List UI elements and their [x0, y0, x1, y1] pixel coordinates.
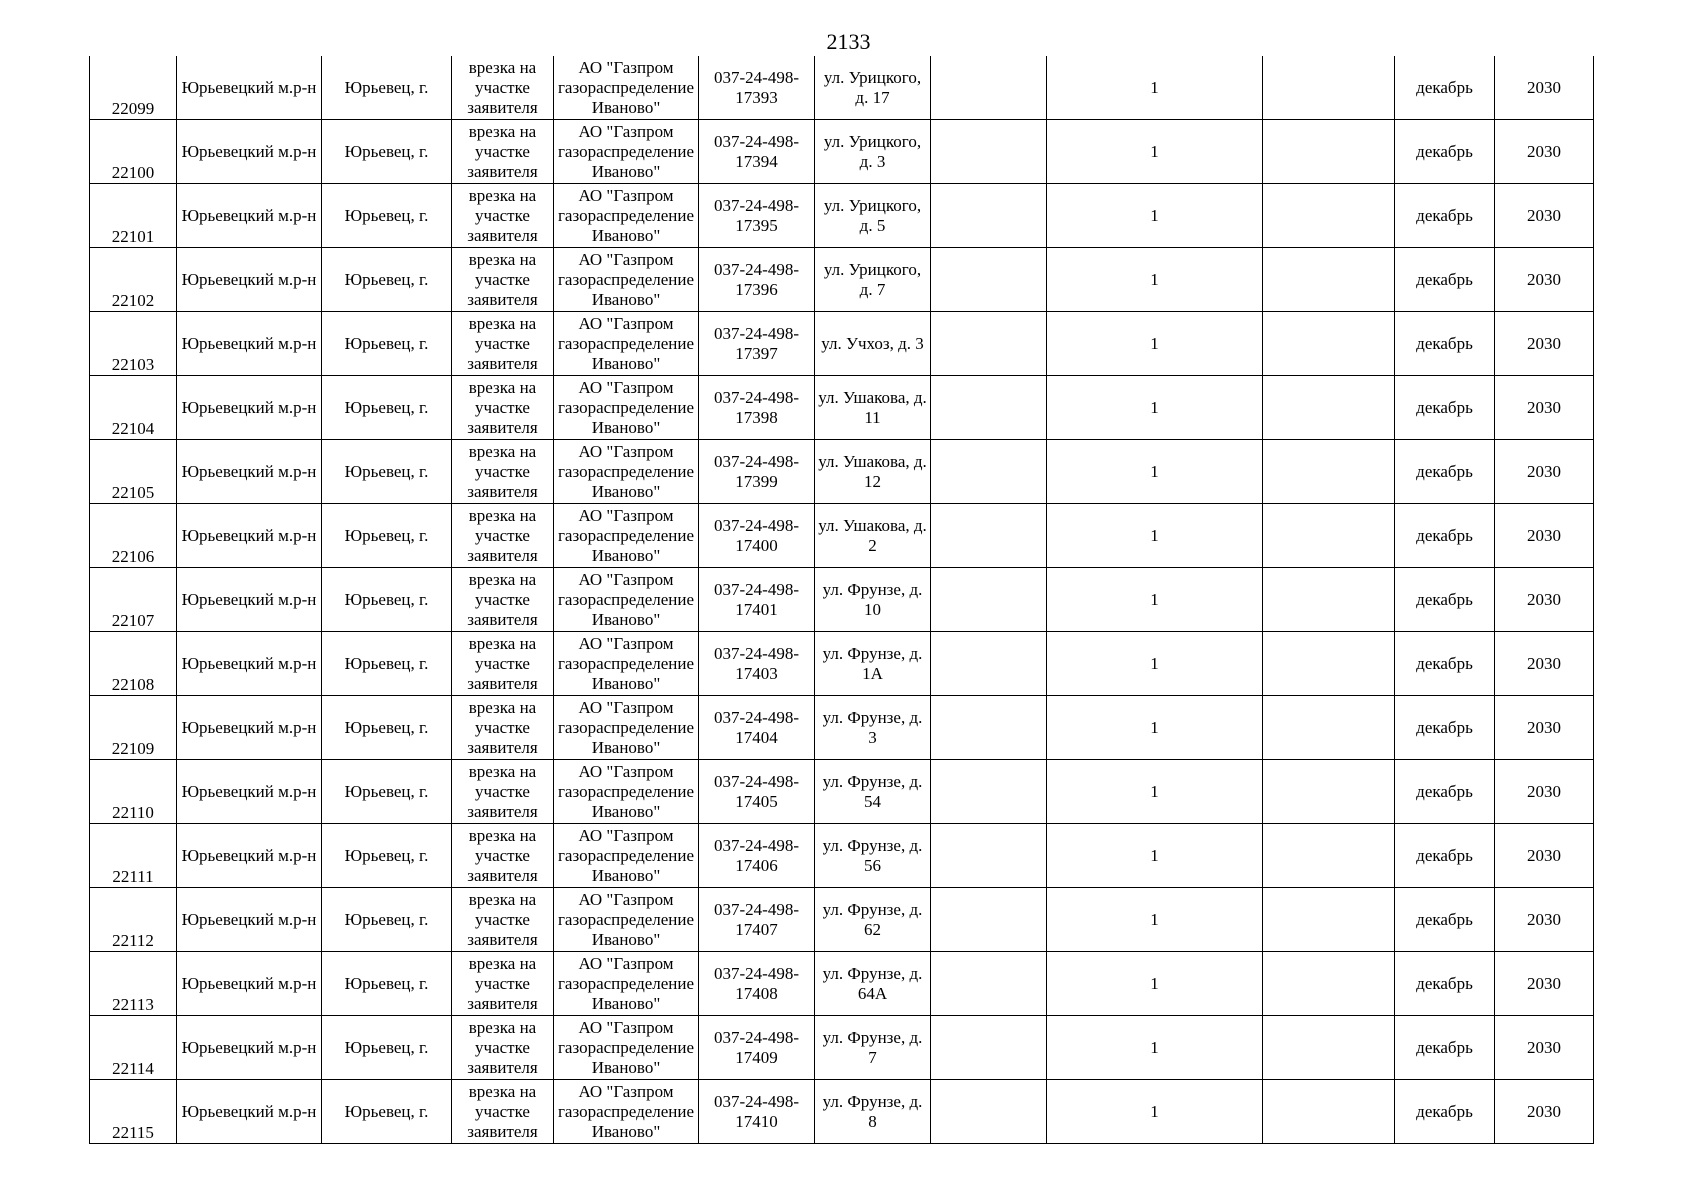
connection-type-cell: врезка на участке заявителя — [452, 1016, 554, 1080]
empty-cell — [1263, 440, 1395, 504]
quantity-cell: 1 — [1047, 1080, 1263, 1144]
table-row — [90, 760, 1594, 824]
address-cell: ул. Фрунзе, д. 8 — [815, 1080, 931, 1144]
object-code-cell: 037-24-498-17395 — [699, 184, 815, 248]
year-cell: 2030 — [1495, 56, 1594, 120]
table-row — [90, 184, 1594, 248]
row-number-cell: 22109 — [90, 696, 177, 760]
address-cell: ул. Фрунзе, д. 54 — [815, 760, 931, 824]
district-cell: Юрьевецкий м.р-н — [177, 760, 322, 824]
quantity-cell: 1 — [1047, 56, 1263, 120]
organization-cell: АО "Газпром газораспределение Иваново" — [554, 56, 699, 120]
quantity-cell: 1 — [1047, 440, 1263, 504]
year-cell: 2030 — [1495, 568, 1594, 632]
connection-type-cell: врезка на участке заявителя — [452, 1080, 554, 1144]
empty-cell — [1263, 248, 1395, 312]
quantity-cell: 1 — [1047, 888, 1263, 952]
settlement-cell: Юрьевец, г. — [322, 312, 452, 376]
organization-cell: АО "Газпром газораспределение Иваново" — [554, 1080, 699, 1144]
month-cell: декабрь — [1395, 376, 1495, 440]
row-number-cell: 22110 — [90, 760, 177, 824]
empty-cell — [1263, 1016, 1395, 1080]
year-cell: 2030 — [1495, 248, 1594, 312]
district-cell: Юрьевецкий м.р-н — [177, 568, 322, 632]
connection-type-cell: врезка на участке заявителя — [452, 440, 554, 504]
address-cell: ул. Урицкого, д. 7 — [815, 248, 931, 312]
address-cell: ул. Ушакова, д. 12 — [815, 440, 931, 504]
empty-cell — [931, 1080, 1047, 1144]
district-cell: Юрьевецкий м.р-н — [177, 1016, 322, 1080]
row-number-cell: 22112 — [90, 888, 177, 952]
month-cell: декабрь — [1395, 56, 1495, 120]
object-code-cell: 037-24-498-17405 — [699, 760, 815, 824]
settlement-cell: Юрьевец, г. — [322, 248, 452, 312]
month-cell: декабрь — [1395, 440, 1495, 504]
table-row — [90, 440, 1594, 504]
year-cell: 2030 — [1495, 312, 1594, 376]
year-cell: 2030 — [1495, 952, 1594, 1016]
district-cell: Юрьевецкий м.р-н — [177, 952, 322, 1016]
address-cell: ул. Фрунзе, д. 1А — [815, 632, 931, 696]
district-cell: Юрьевецкий м.р-н — [177, 56, 322, 120]
object-code-cell: 037-24-498-17401 — [699, 568, 815, 632]
settlement-cell: Юрьевец, г. — [322, 504, 452, 568]
object-code-cell: 037-24-498-17397 — [699, 312, 815, 376]
settlement-cell: Юрьевец, г. — [322, 1016, 452, 1080]
connection-type-cell: врезка на участке заявителя — [452, 248, 554, 312]
empty-cell — [1263, 888, 1395, 952]
connection-type-cell: врезка на участке заявителя — [452, 696, 554, 760]
empty-cell — [1263, 1080, 1395, 1144]
object-code-cell: 037-24-498-17407 — [699, 888, 815, 952]
empty-cell — [1263, 952, 1395, 1016]
settlement-cell: Юрьевец, г. — [322, 376, 452, 440]
month-cell: декабрь — [1395, 184, 1495, 248]
empty-cell — [931, 760, 1047, 824]
district-cell: Юрьевецкий м.р-н — [177, 440, 322, 504]
quantity-cell: 1 — [1047, 184, 1263, 248]
empty-cell — [931, 120, 1047, 184]
settlement-cell: Юрьевец, г. — [322, 696, 452, 760]
organization-cell: АО "Газпром газораспределение Иваново" — [554, 120, 699, 184]
year-cell: 2030 — [1495, 440, 1594, 504]
table-row — [90, 632, 1594, 696]
connection-type-cell: врезка на участке заявителя — [452, 56, 554, 120]
address-cell: ул. Фрунзе, д. 3 — [815, 696, 931, 760]
organization-cell: АО "Газпром газораспределение Иваново" — [554, 952, 699, 1016]
month-cell: декабрь — [1395, 1016, 1495, 1080]
object-code-cell: 037-24-498-17410 — [699, 1080, 815, 1144]
organization-cell: АО "Газпром газораспределение Иваново" — [554, 312, 699, 376]
address-cell: ул. Урицкого, д. 17 — [815, 56, 931, 120]
organization-cell: АО "Газпром газораспределение Иваново" — [554, 696, 699, 760]
connection-type-cell: врезка на участке заявителя — [452, 824, 554, 888]
organization-cell: АО "Газпром газораспределение Иваново" — [554, 632, 699, 696]
empty-cell — [1263, 120, 1395, 184]
organization-cell: АО "Газпром газораспределение Иваново" — [554, 440, 699, 504]
row-number-cell: 22113 — [90, 952, 177, 1016]
settlement-cell: Юрьевец, г. — [322, 824, 452, 888]
quantity-cell: 1 — [1047, 1016, 1263, 1080]
month-cell: декабрь — [1395, 248, 1495, 312]
empty-cell — [931, 888, 1047, 952]
district-cell: Юрьевецкий м.р-н — [177, 376, 322, 440]
connection-type-cell: врезка на участке заявителя — [452, 888, 554, 952]
row-number-cell: 22103 — [90, 312, 177, 376]
connection-type-cell: врезка на участке заявителя — [452, 760, 554, 824]
empty-cell — [931, 184, 1047, 248]
empty-cell — [931, 440, 1047, 504]
row-number-cell: 22115 — [90, 1080, 177, 1144]
district-cell: Юрьевецкий м.р-н — [177, 312, 322, 376]
object-code-cell: 037-24-498-17403 — [699, 632, 815, 696]
settlement-cell: Юрьевец, г. — [322, 632, 452, 696]
object-code-cell: 037-24-498-17396 — [699, 248, 815, 312]
year-cell: 2030 — [1495, 1016, 1594, 1080]
quantity-cell: 1 — [1047, 632, 1263, 696]
empty-cell — [1263, 504, 1395, 568]
district-cell: Юрьевецкий м.р-н — [177, 248, 322, 312]
table-row — [90, 248, 1594, 312]
month-cell: декабрь — [1395, 568, 1495, 632]
empty-cell — [1263, 696, 1395, 760]
table-row — [90, 824, 1594, 888]
object-code-cell: 037-24-498-17400 — [699, 504, 815, 568]
year-cell: 2030 — [1495, 632, 1594, 696]
address-cell: ул. Урицкого, д. 5 — [815, 184, 931, 248]
object-code-cell: 037-24-498-17393 — [699, 56, 815, 120]
empty-cell — [1263, 184, 1395, 248]
object-code-cell: 037-24-498-17408 — [699, 952, 815, 1016]
address-cell: ул. Ушакова, д. 11 — [815, 376, 931, 440]
settlement-cell: Юрьевец, г. — [322, 120, 452, 184]
address-cell: ул. Фрунзе, д. 56 — [815, 824, 931, 888]
organization-cell: АО "Газпром газораспределение Иваново" — [554, 824, 699, 888]
empty-cell — [931, 312, 1047, 376]
empty-cell — [931, 248, 1047, 312]
quantity-cell: 1 — [1047, 952, 1263, 1016]
page-number: 2133 — [826, 29, 871, 54]
object-code-cell: 037-24-498-17399 — [699, 440, 815, 504]
district-cell: Юрьевецкий м.р-н — [177, 888, 322, 952]
object-code-cell: 037-24-498-17404 — [699, 696, 815, 760]
empty-cell — [1263, 568, 1395, 632]
district-cell: Юрьевецкий м.р-н — [177, 120, 322, 184]
quantity-cell: 1 — [1047, 696, 1263, 760]
month-cell: декабрь — [1395, 760, 1495, 824]
district-cell: Юрьевецкий м.р-н — [177, 504, 322, 568]
connection-type-cell: врезка на участке заявителя — [452, 568, 554, 632]
organization-cell: АО "Газпром газораспределение Иваново" — [554, 1016, 699, 1080]
empty-cell — [931, 1016, 1047, 1080]
settlement-cell: Юрьевец, г. — [322, 760, 452, 824]
table-row — [90, 120, 1594, 184]
empty-cell — [931, 376, 1047, 440]
settlement-cell: Юрьевец, г. — [322, 184, 452, 248]
connection-type-cell: врезка на участке заявителя — [452, 184, 554, 248]
organization-cell: АО "Газпром газораспределение Иваново" — [554, 568, 699, 632]
table-row — [90, 504, 1594, 568]
connection-type-cell: врезка на участке заявителя — [452, 952, 554, 1016]
object-code-cell: 037-24-498-17409 — [699, 1016, 815, 1080]
empty-cell — [1263, 632, 1395, 696]
settlement-cell: Юрьевец, г. — [322, 568, 452, 632]
empty-cell — [931, 632, 1047, 696]
address-cell: ул. Фрунзе, д. 7 — [815, 1016, 931, 1080]
row-number-cell: 22099 — [90, 56, 177, 120]
address-cell: ул. Урицкого, д. 3 — [815, 120, 931, 184]
table-row — [90, 1016, 1594, 1080]
year-cell: 2030 — [1495, 504, 1594, 568]
settlement-cell: Юрьевец, г. — [322, 1080, 452, 1144]
year-cell: 2030 — [1495, 760, 1594, 824]
table-row — [90, 1080, 1594, 1144]
connection-type-cell: врезка на участке заявителя — [452, 120, 554, 184]
row-number-cell: 22107 — [90, 568, 177, 632]
address-cell: ул. Фрунзе, д. 10 — [815, 568, 931, 632]
month-cell: декабрь — [1395, 504, 1495, 568]
table-row — [90, 56, 1594, 120]
quantity-cell: 1 — [1047, 120, 1263, 184]
address-cell: ул. Ушакова, д. 2 — [815, 504, 931, 568]
row-number-cell: 22106 — [90, 504, 177, 568]
month-cell: декабрь — [1395, 120, 1495, 184]
month-cell: декабрь — [1395, 632, 1495, 696]
district-cell: Юрьевецкий м.р-н — [177, 184, 322, 248]
empty-cell — [931, 952, 1047, 1016]
row-number-cell: 22114 — [90, 1016, 177, 1080]
quantity-cell: 1 — [1047, 568, 1263, 632]
empty-cell — [931, 824, 1047, 888]
district-cell: Юрьевецкий м.р-н — [177, 696, 322, 760]
quantity-cell: 1 — [1047, 504, 1263, 568]
month-cell: декабрь — [1395, 952, 1495, 1016]
address-cell: ул. Учхоз, д. 3 — [815, 312, 931, 376]
empty-cell — [1263, 824, 1395, 888]
row-number-cell: 22104 — [90, 376, 177, 440]
row-number-cell: 22102 — [90, 248, 177, 312]
empty-cell — [931, 56, 1047, 120]
organization-cell: АО "Газпром газораспределение Иваново" — [554, 376, 699, 440]
month-cell: декабрь — [1395, 1080, 1495, 1144]
organization-cell: АО "Газпром газораспределение Иваново" — [554, 888, 699, 952]
table-row — [90, 952, 1594, 1016]
row-number-cell: 22111 — [90, 824, 177, 888]
connection-type-cell: врезка на участке заявителя — [452, 504, 554, 568]
district-cell: Юрьевецкий м.р-н — [177, 1080, 322, 1144]
month-cell: декабрь — [1395, 696, 1495, 760]
address-cell: ул. Фрунзе, д. 64А — [815, 952, 931, 1016]
table-row — [90, 888, 1594, 952]
year-cell: 2030 — [1495, 1080, 1594, 1144]
month-cell: декабрь — [1395, 824, 1495, 888]
settlement-cell: Юрьевец, г. — [322, 888, 452, 952]
table-row — [90, 376, 1594, 440]
table-body — [90, 56, 1594, 1144]
object-code-cell: 037-24-498-17406 — [699, 824, 815, 888]
address-cell: ул. Фрунзе, д. 62 — [815, 888, 931, 952]
row-number-cell: 22100 — [90, 120, 177, 184]
year-cell: 2030 — [1495, 376, 1594, 440]
connection-type-cell: врезка на участке заявителя — [452, 632, 554, 696]
empty-cell — [1263, 760, 1395, 824]
row-number-cell: 22101 — [90, 184, 177, 248]
year-cell: 2030 — [1495, 824, 1594, 888]
quantity-cell: 1 — [1047, 312, 1263, 376]
quantity-cell: 1 — [1047, 760, 1263, 824]
organization-cell: АО "Газпром газораспределение Иваново" — [554, 760, 699, 824]
object-code-cell: 037-24-498-17394 — [699, 120, 815, 184]
row-number-cell: 22105 — [90, 440, 177, 504]
quantity-cell: 1 — [1047, 376, 1263, 440]
object-code-cell: 037-24-498-17398 — [699, 376, 815, 440]
year-cell: 2030 — [1495, 888, 1594, 952]
year-cell: 2030 — [1495, 696, 1594, 760]
registry-table — [89, 56, 1594, 1144]
organization-cell: АО "Газпром газораспределение Иваново" — [554, 248, 699, 312]
empty-cell — [1263, 376, 1395, 440]
settlement-cell: Юрьевец, г. — [322, 440, 452, 504]
quantity-cell: 1 — [1047, 824, 1263, 888]
district-cell: Юрьевецкий м.р-н — [177, 632, 322, 696]
empty-cell — [1263, 56, 1395, 120]
organization-cell: АО "Газпром газораспределение Иваново" — [554, 504, 699, 568]
quantity-cell: 1 — [1047, 248, 1263, 312]
table-row — [90, 568, 1594, 632]
empty-cell — [931, 504, 1047, 568]
empty-cell — [1263, 312, 1395, 376]
year-cell: 2030 — [1495, 184, 1594, 248]
row-number-cell: 22108 — [90, 632, 177, 696]
district-cell: Юрьевецкий м.р-н — [177, 824, 322, 888]
year-cell: 2030 — [1495, 120, 1594, 184]
settlement-cell: Юрьевец, г. — [322, 56, 452, 120]
connection-type-cell: врезка на участке заявителя — [452, 376, 554, 440]
table-row — [90, 696, 1594, 760]
empty-cell — [931, 568, 1047, 632]
empty-cell — [931, 696, 1047, 760]
connection-type-cell: врезка на участке заявителя — [452, 312, 554, 376]
table-row — [90, 312, 1594, 376]
month-cell: декабрь — [1395, 888, 1495, 952]
month-cell: декабрь — [1395, 312, 1495, 376]
organization-cell: АО "Газпром газораспределение Иваново" — [554, 184, 699, 248]
settlement-cell: Юрьевец, г. — [322, 952, 452, 1016]
